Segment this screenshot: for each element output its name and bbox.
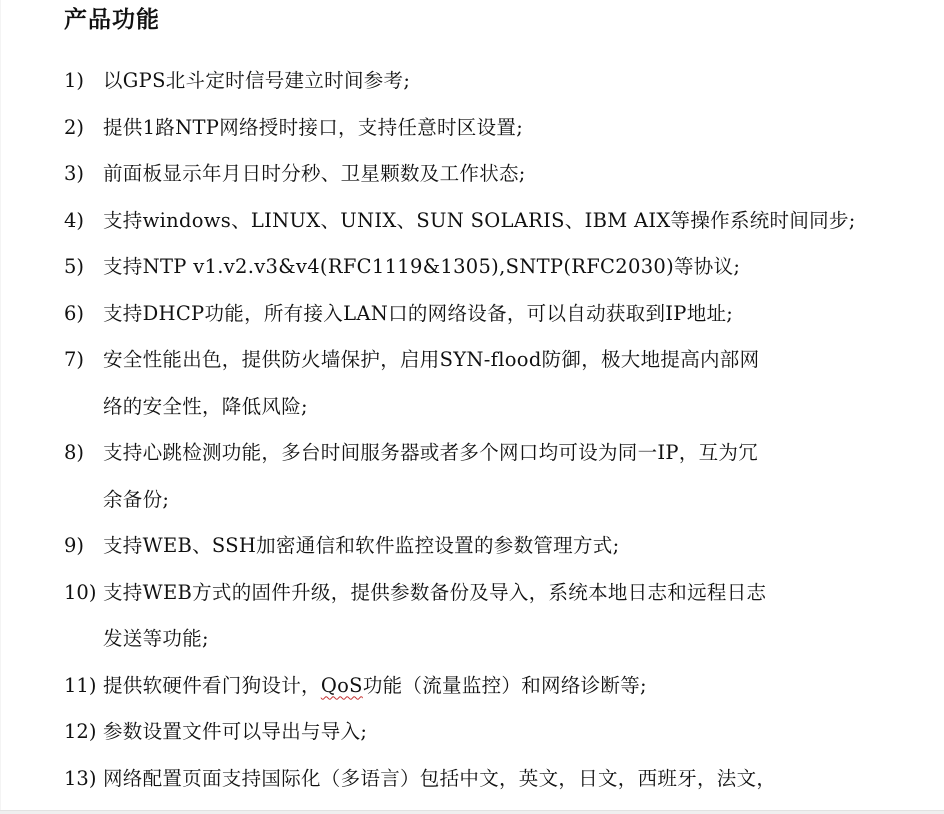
item-line: 以GPS北斗定时信号建立时间参考; <box>103 69 411 92</box>
item-line: 余备份; <box>103 487 170 511</box>
item-number: 7) <box>64 348 85 371</box>
item-text <box>103 663 839 710</box>
item-number: 10) <box>64 580 97 604</box>
item-line: 网络配置页面支持国际化（多语言）包括中文，英文，日文，西班牙，法文， <box>103 766 777 790</box>
item-number: 6) <box>64 301 85 325</box>
item-line: 发送等功能; <box>103 627 209 650</box>
list-item <box>0 570 944 663</box>
list-item <box>0 198 944 245</box>
section-heading: 产品功能 <box>64 6 160 33</box>
item-line: 支持NTP v1.v2.v3&v4(RFC1119&1305),SNTP(RFC2030)等协议; <box>103 255 741 278</box>
list-item <box>0 291 944 338</box>
list-item <box>0 430 944 523</box>
item-line: 支持WEB、SSH加密通信和软件监控设置的参数管理方式; <box>103 534 620 557</box>
feature-list <box>0 58 944 802</box>
item-text <box>103 337 839 430</box>
item-line: 支持windows、LINUX、UNIX、SUN SOLARIS、IBM AIX等操作系统时间同步; <box>103 208 856 232</box>
item-line: 支持WEB方式的固件升级，提供参数备份及导入，系统本地日志和远程日志 <box>103 580 767 604</box>
item-text <box>103 709 839 756</box>
list-item <box>0 663 944 710</box>
item-line: 前面板显示年月日时分秒、卫星颗数及工作状态; <box>103 162 526 185</box>
item-text <box>103 198 856 245</box>
list-item <box>0 709 944 756</box>
list-item <box>0 105 944 152</box>
list-item <box>0 244 944 291</box>
item-number: 9) <box>64 534 85 557</box>
item-line: 参数设置文件可以导出与导入; <box>103 720 368 743</box>
item-number: 11) <box>64 673 97 697</box>
item-line: 安全性能出色，提供防火墙保护，启用SYN-flood防御，极大地提高内部网 <box>103 348 760 371</box>
item-number: 1) <box>64 69 85 92</box>
list-item <box>0 523 944 570</box>
page-bottom-edge <box>0 810 944 814</box>
list-item <box>0 151 944 198</box>
spellcheck-underlined-word: QoS <box>320 673 363 697</box>
item-text <box>103 151 839 198</box>
item-text <box>103 430 839 523</box>
item-number: 3) <box>64 162 85 185</box>
item-line: 提供1路NTP网络授时接口，支持任意时区设置; <box>103 115 524 139</box>
item-text <box>103 105 839 152</box>
item-number: 12) <box>64 720 97 743</box>
item-text <box>103 291 839 338</box>
item-number: 5) <box>64 255 85 278</box>
item-text <box>103 244 839 291</box>
list-item <box>0 756 944 803</box>
item-line: 支持DHCP功能，所有接入LAN口的网络设备，可以自动获取到IP地址; <box>103 301 734 325</box>
item-text <box>103 58 839 105</box>
item-line <box>103 663 839 710</box>
item-text <box>103 756 839 803</box>
item-number: 4) <box>64 208 85 232</box>
item-text-segment: 功能（流量监控）和网络诊断等; <box>362 673 647 697</box>
item-number: 8) <box>64 441 85 464</box>
item-text-segment: 提供软硬件看门狗设计， <box>103 673 321 697</box>
item-text <box>103 523 839 570</box>
item-number: 2) <box>64 115 85 139</box>
item-line: 支持心跳检测功能，多台时间服务器或者多个网口均可设为同一IP，互为冗 <box>103 441 759 464</box>
item-line: 络的安全性，降低风险; <box>103 394 308 418</box>
item-number: 13) <box>64 766 97 790</box>
list-item <box>0 337 944 430</box>
item-text <box>103 570 839 663</box>
list-item <box>0 58 944 105</box>
